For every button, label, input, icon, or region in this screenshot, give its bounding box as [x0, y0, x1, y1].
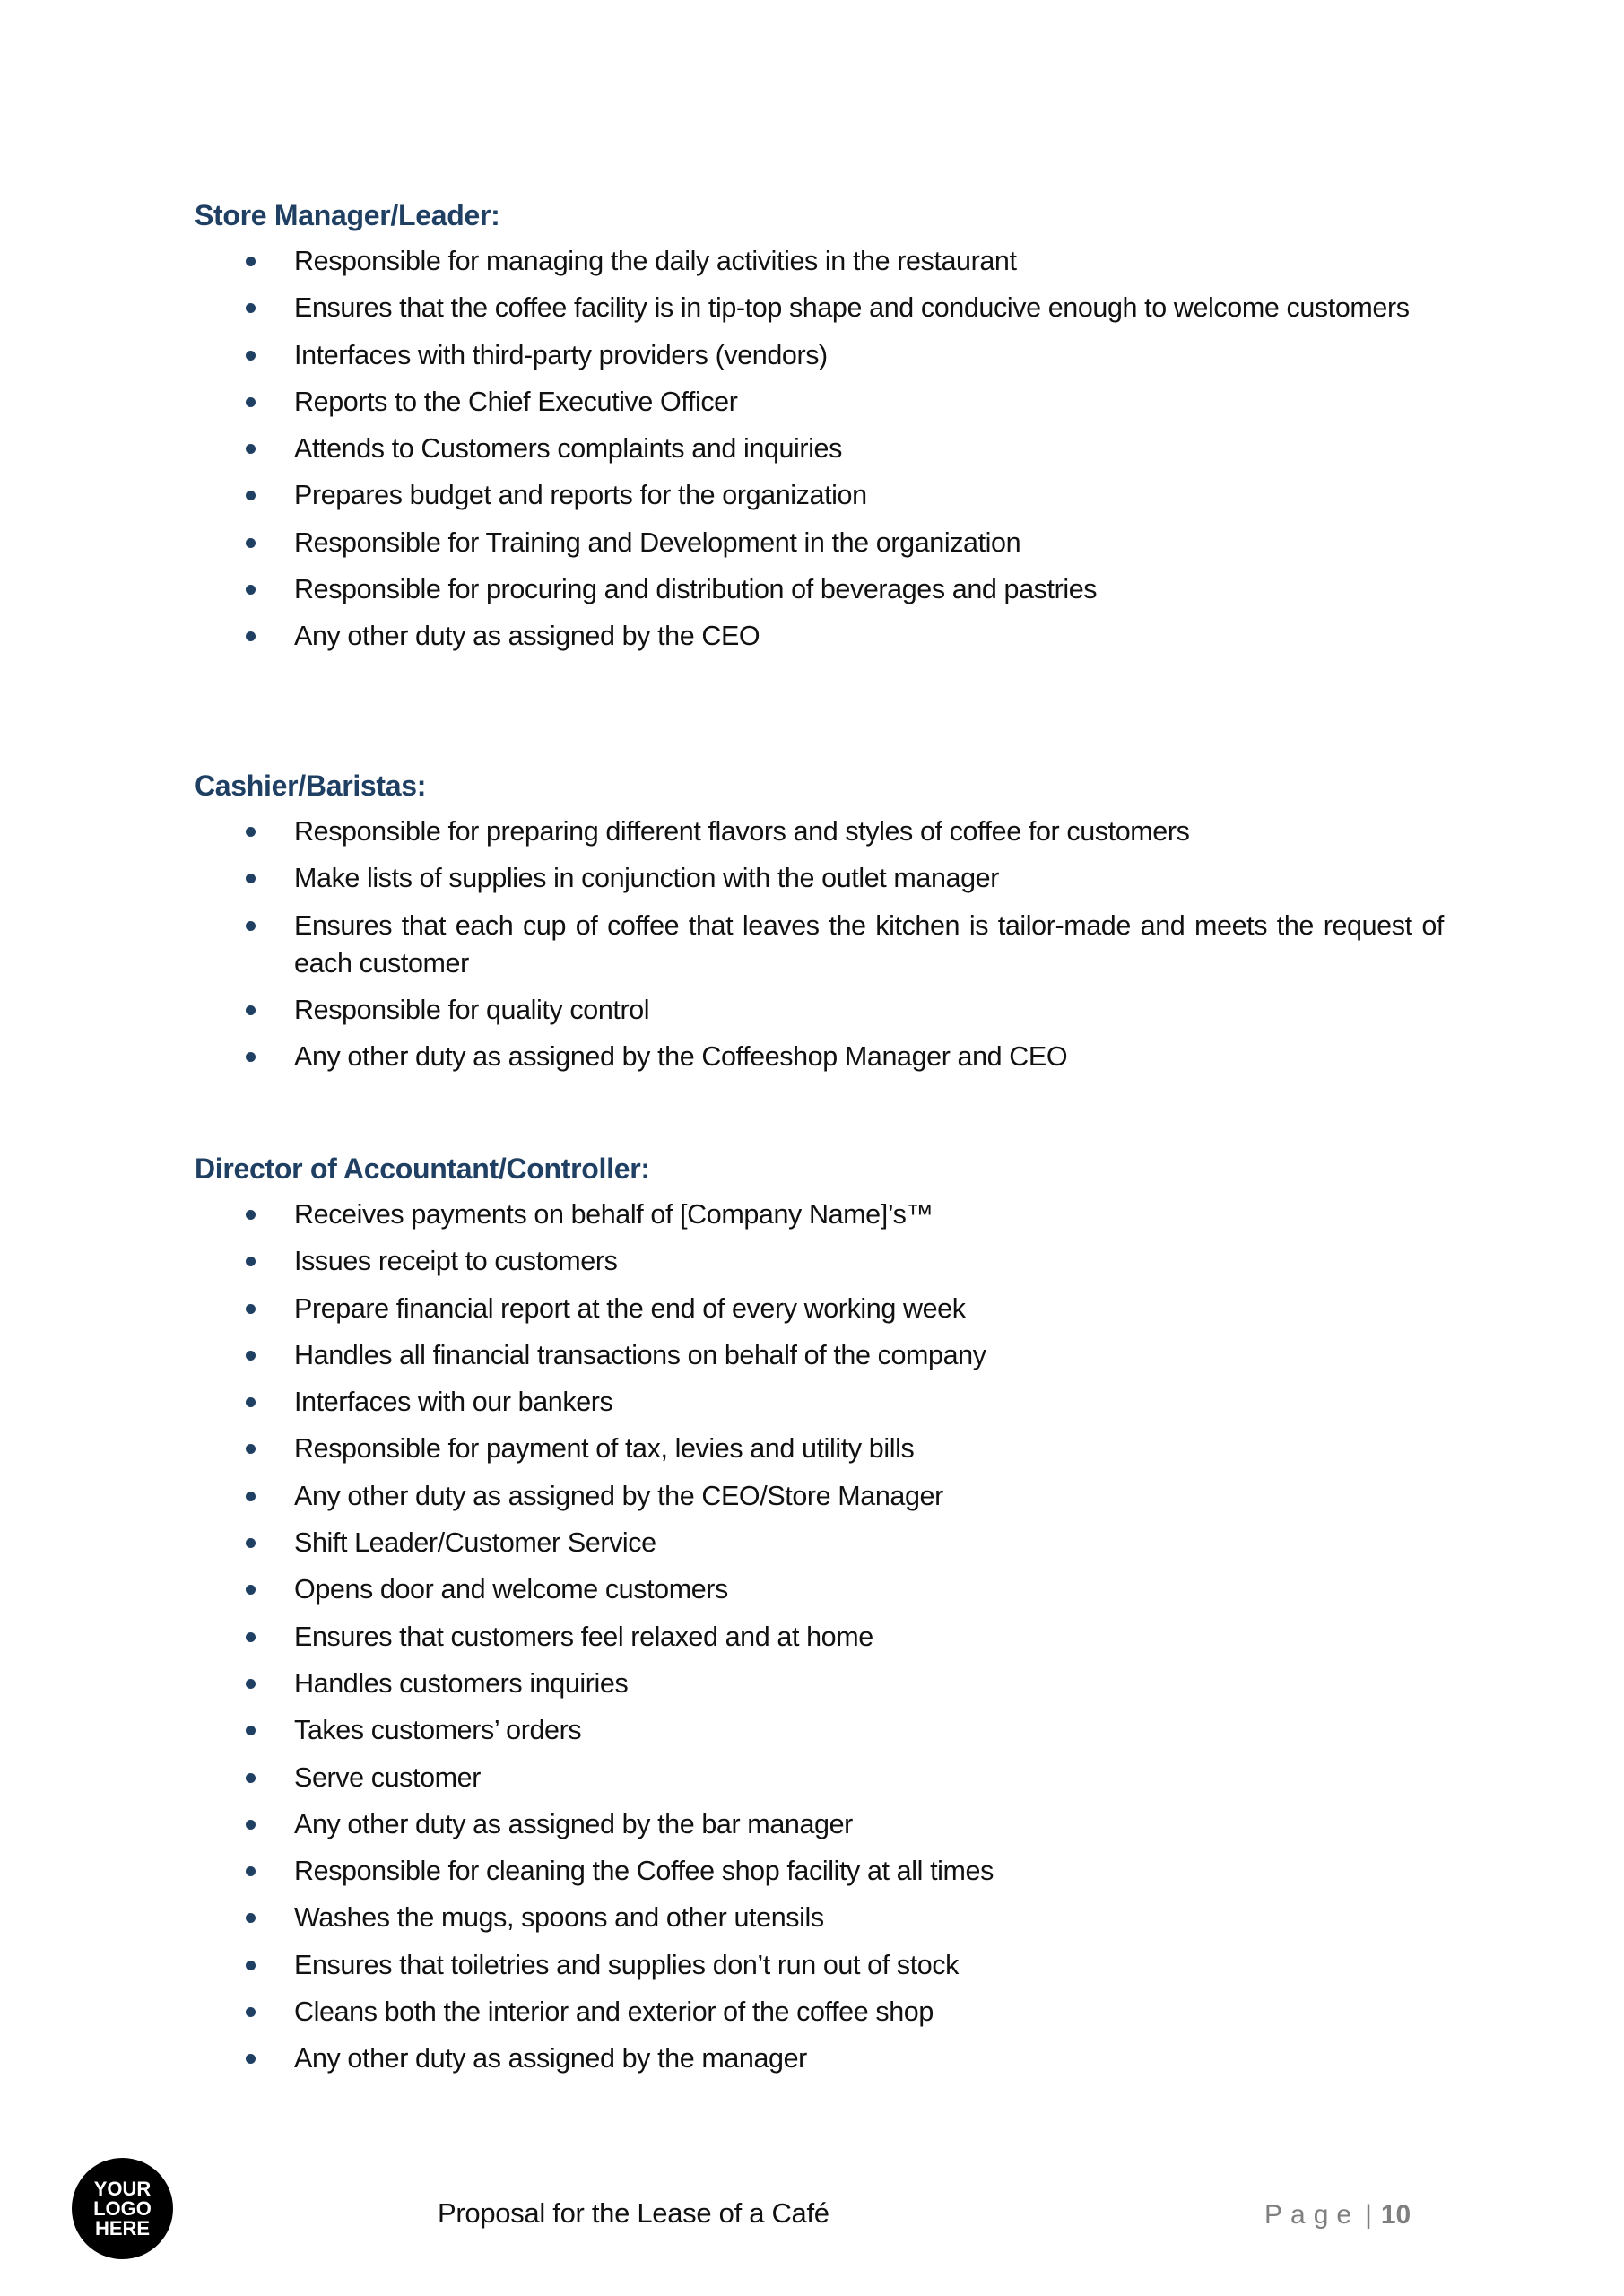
bullet-icon: [246, 1820, 256, 1830]
bullet-icon: [246, 491, 256, 500]
bullet-icon: [246, 1538, 256, 1548]
list-item: [195, 1383, 1444, 1421]
bullet-icon: [246, 1866, 256, 1876]
bullet-icon: [246, 1585, 256, 1595]
list-item: [195, 859, 1444, 897]
duty-list: [195, 813, 1444, 1075]
bullet-icon: [246, 1005, 256, 1015]
list-item: [195, 1946, 1444, 1984]
bullet-icon: [246, 1397, 256, 1407]
bullet-icon: [246, 1351, 256, 1361]
bullet-icon: [246, 303, 256, 313]
list-item: [195, 1993, 1444, 2031]
bullet-icon: [246, 1052, 256, 1062]
bullet-icon: [246, 1304, 256, 1314]
bullet-icon: [246, 397, 256, 407]
list-item-text: Reports to the Chief Executive Officer: [294, 386, 738, 417]
bullet-icon: [246, 921, 256, 931]
bullet-icon: [246, 1961, 256, 1970]
list-item-text: Shift Leader/Customer Service: [294, 1527, 656, 1559]
bullet-icon: [246, 827, 256, 837]
list-item: [195, 289, 1444, 326]
list-item-text: Prepare financial report at the end of every working week: [294, 1292, 966, 1324]
bullet-icon: [246, 444, 256, 454]
page-number: 10: [1380, 2200, 1411, 2230]
list-item-text: Ensures that the coffee facility is in tip-top shape and conducive enough to welcome customers: [294, 292, 1410, 324]
bullet-icon: [246, 585, 256, 595]
list-item-text: Ensures that each cup of coffee that leaves the kitchen is tailor-made and meets the request of each customer: [294, 909, 1444, 978]
list-item: [195, 1852, 1444, 1890]
bullet-icon: [246, 1210, 256, 1220]
list-item-text: Any other duty as assigned by the CEO/Store Manager: [294, 1480, 943, 1511]
list-item-text: Responsible for procuring and distribution of beverages and pastries: [294, 574, 1098, 605]
list-item: [195, 1430, 1444, 1467]
list-item: [195, 1524, 1444, 1561]
section-heading: Store Manager/Leader:: [195, 199, 500, 231]
list-item: [195, 1899, 1444, 1936]
list-item-text: Responsible for payment of tax, levies and utility bills: [294, 1433, 915, 1465]
list-item: [195, 617, 1444, 655]
list-item: [195, 1711, 1444, 1749]
list-item: [195, 1570, 1444, 1608]
list-item: [195, 476, 1444, 514]
page-number-label: [1264, 2197, 1411, 2233]
logo-text-line: HERE: [94, 2216, 151, 2239]
list-item: [195, 336, 1444, 374]
bullet-icon: [246, 1492, 256, 1501]
list-item-text: Issues receipt to customers: [294, 1246, 618, 1277]
list-item: [195, 524, 1444, 561]
list-item: [195, 1196, 1444, 1233]
bullet-icon: [246, 257, 256, 266]
bullet-icon: [246, 1632, 256, 1642]
logo-text-line: LOGO: [93, 2196, 152, 2220]
section-store-manager: [195, 197, 1444, 665]
bullet-icon: [246, 1257, 256, 1266]
list-item-text: Serve customer: [294, 1761, 481, 1793]
section-heading: Director of Accountant/Controller:: [195, 1152, 650, 1185]
list-item-text: Handles customers inquiries: [294, 1667, 629, 1699]
list-item: [195, 1759, 1444, 1796]
list-item-text: Ensures that toiletries and supplies don’t run out of stock: [294, 1949, 960, 1980]
list-item: [195, 383, 1444, 421]
list-item-text: Interfaces with third-party providers (vendors): [294, 339, 828, 370]
list-item-text: Any other duty as assigned by the CEO: [294, 621, 760, 652]
list-item-text: Takes customers’ orders: [294, 1715, 582, 1746]
list-item-text: Responsible for Training and Development in the organization: [294, 526, 1021, 558]
list-item: [195, 1038, 1444, 1075]
list-item: [195, 1618, 1444, 1656]
bullet-icon: [246, 2007, 256, 2017]
bullet-icon: [246, 874, 256, 883]
logo-text-line: YOUR: [93, 2177, 152, 2200]
list-item-text: Any other duty as assigned by the Coffeeshop Manager and CEO: [294, 1041, 1068, 1073]
list-item: [195, 1665, 1444, 1702]
list-item-text: Receives payments on behalf of [Company Name]’s™: [294, 1199, 934, 1230]
footer-document-title: Proposal for the Lease of a Café: [438, 2197, 829, 2229]
list-item: [195, 991, 1444, 1029]
bullet-icon: [246, 351, 256, 361]
list-item: [195, 242, 1444, 280]
list-item-text: Washes the mugs, spoons and other utensils: [294, 1902, 824, 1934]
bullet-icon: [246, 1913, 256, 1923]
bullet-icon: [246, 1679, 256, 1689]
list-item-text: Opens door and welcome customers: [294, 1574, 728, 1605]
list-item-text: Ensures that customers feel relaxed and at home: [294, 1621, 873, 1652]
duty-list: [195, 1196, 1444, 2077]
list-item: [195, 1336, 1444, 1374]
list-item-text: Interfaces with our bankers: [294, 1387, 613, 1418]
list-item-text: Make lists of supplies in conjunction with the outlet manager: [294, 863, 999, 894]
list-item-text: Cleans both the interior and exterior of the coffee shop: [294, 1996, 934, 2028]
list-item-text: Responsible for managing the daily activities in the restaurant: [294, 246, 1017, 276]
list-item: [195, 813, 1444, 850]
page-word: Page: [1264, 2200, 1360, 2230]
list-item: [195, 1805, 1444, 1843]
list-item-text: Any other duty as assigned by the manager: [294, 2043, 807, 2074]
bullet-icon: [246, 1726, 256, 1735]
section-director-accountant: [195, 1151, 1444, 2087]
list-item-text: Attends to Customers complaints and inquiries: [294, 433, 842, 465]
list-item: [195, 907, 1444, 982]
list-item: [195, 1290, 1444, 1327]
bullet-icon: [246, 2054, 256, 2064]
duty-list: [195, 242, 1444, 655]
list-item-text: Responsible for preparing different flavors and styles of coffee for customers: [294, 816, 1190, 847]
company-logo-placeholder: [72, 2158, 173, 2259]
list-item: [195, 2039, 1444, 2077]
page-separator: |: [1365, 2200, 1372, 2230]
list-item-text: Responsible for quality control: [294, 994, 650, 1025]
list-item: [195, 1242, 1444, 1280]
list-item: [195, 570, 1444, 608]
list-item-text: Prepares budget and reports for the organization: [294, 480, 867, 511]
section-heading: Cashier/Baristas:: [195, 770, 427, 802]
bullet-icon: [246, 538, 256, 548]
list-item-text: Handles all financial transactions on behalf of the company: [294, 1339, 986, 1370]
bullet-icon: [246, 631, 256, 641]
list-item: [195, 1477, 1444, 1515]
list-item-text: Any other duty as assigned by the bar manager: [294, 1808, 853, 1839]
section-cashier-baristas: [195, 768, 1444, 1084]
bullet-icon: [246, 1773, 256, 1783]
list-item: [195, 430, 1444, 467]
list-item-text: Responsible for cleaning the Coffee shop facility at all times: [294, 1856, 994, 1887]
bullet-icon: [246, 1444, 256, 1454]
